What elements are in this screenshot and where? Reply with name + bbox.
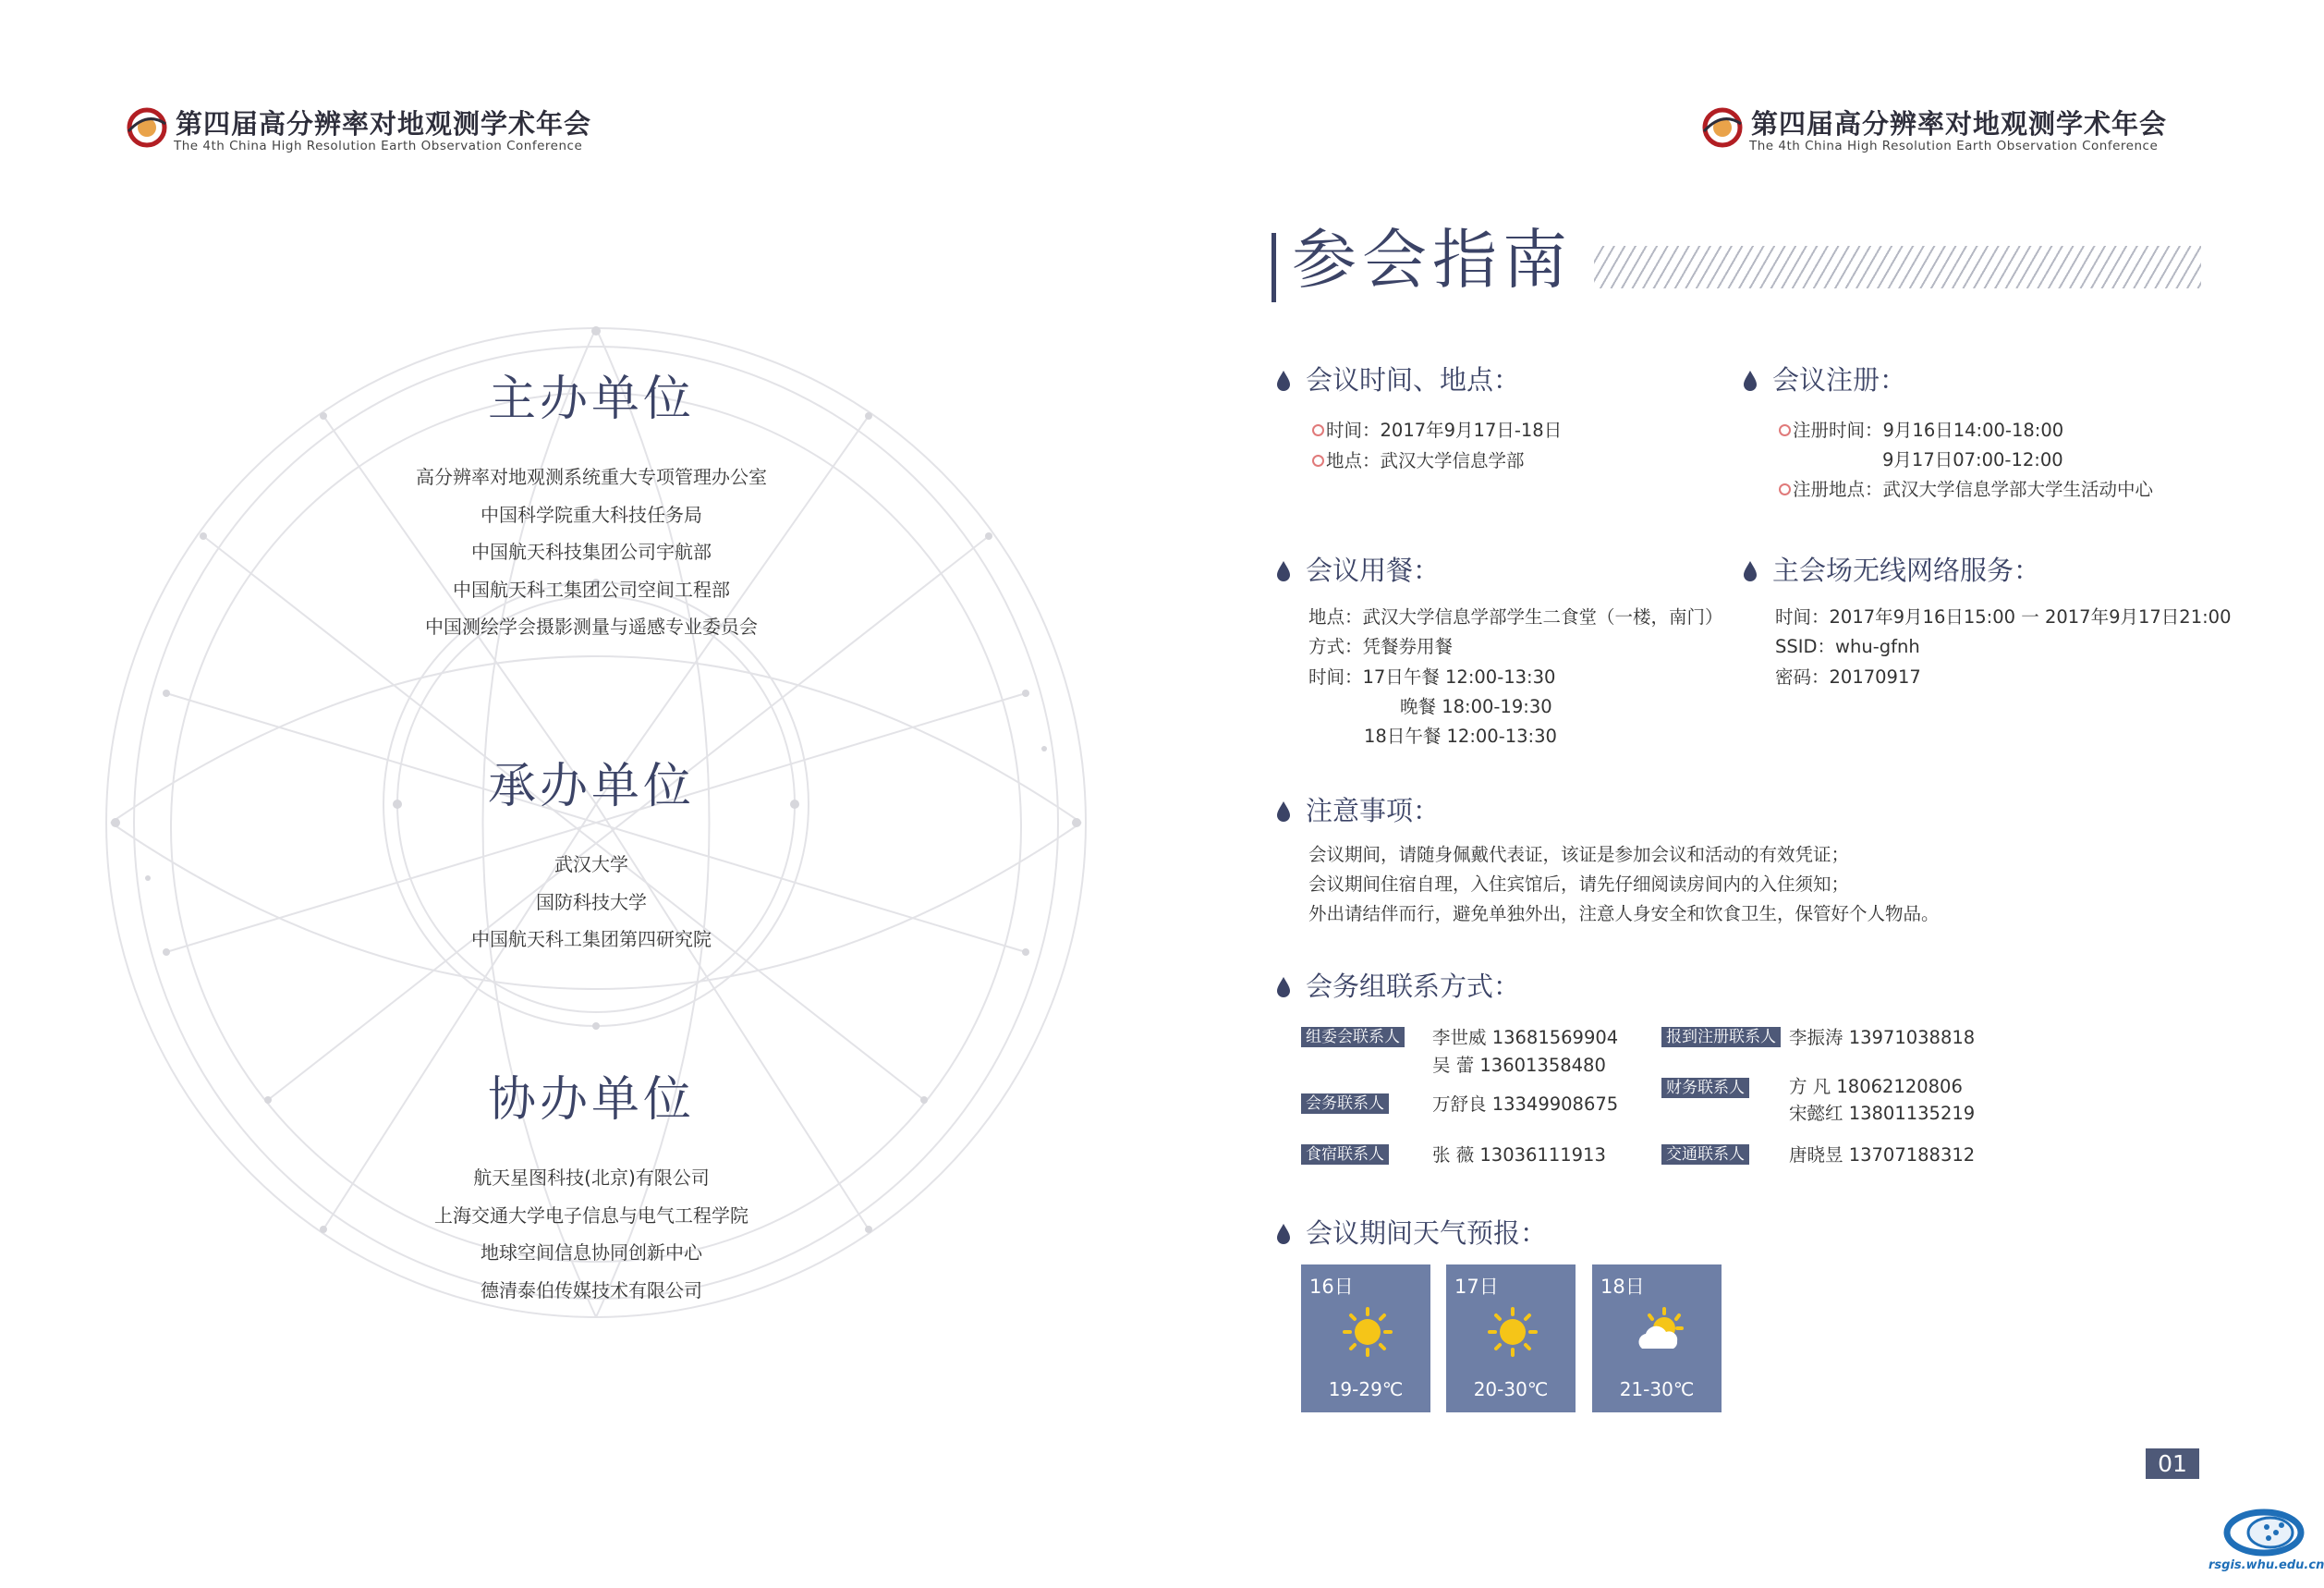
registration-section bbox=[1742, 364, 2222, 503]
contact-line: 宋懿红 13801135219 bbox=[1789, 1103, 1976, 1124]
note-line: 会议期间，请随身佩戴代表证，该证是参加会议和活动的有效凭证； bbox=[1308, 844, 1850, 865]
weather-temp: 19-29℃ bbox=[1328, 1378, 1404, 1400]
contact-line: 李世威 13681569904 bbox=[1432, 1027, 1619, 1048]
conference-title-en: The 4th China High Resolution Earth Observation Conference bbox=[174, 139, 583, 153]
wifi-time-line: 时间：2017年9月16日15:00 一 2017年9月17日21:00 bbox=[1775, 606, 2232, 628]
list-item: 国防科技大学 bbox=[536, 890, 647, 913]
place-line: 地点：武汉大学信息学部 bbox=[1312, 452, 1525, 470]
weather-temp: 20-30℃ bbox=[1473, 1378, 1549, 1400]
section-title: 注意事项： bbox=[1306, 795, 1441, 826]
ring-bullet-icon bbox=[1779, 483, 1791, 495]
time-line: 时间：2017年9月17日-18日 bbox=[1312, 421, 1562, 440]
list-item: 中国测绘学会摄影测量与遥感专业委员会 bbox=[425, 616, 758, 638]
list-item: 上海交通大学电子信息与电气工程学院 bbox=[434, 1203, 748, 1227]
ring-bullet-icon bbox=[1779, 424, 1791, 436]
weather-section bbox=[1275, 1217, 1737, 1254]
section-title: 会议时间、地点： bbox=[1306, 364, 1521, 396]
weather-card bbox=[1301, 1264, 1430, 1412]
weather-card bbox=[1592, 1264, 1722, 1412]
note-line: 外出请结伴而行，避免单独外出，注意人身安全和饮食卫生，保管好个人物品。 bbox=[1308, 903, 1940, 924]
co-organizer-units bbox=[351, 1072, 832, 1309]
contact-line: 方 凡 18062120806 bbox=[1789, 1076, 1963, 1097]
host-units bbox=[351, 372, 832, 646]
list-item: 高分辨率对地观测系统重大专项管理办公室 bbox=[416, 466, 767, 488]
list-item: 航天星图科技(北京)有限公司 bbox=[473, 1167, 710, 1189]
list-item: 武汉大学 bbox=[554, 853, 628, 875]
page-number: 01 bbox=[2146, 1448, 2199, 1479]
section-title: 会议注册： bbox=[1772, 364, 1907, 396]
droplet-bullet-icon bbox=[1275, 800, 1292, 823]
section-title: 会议期间天气预报： bbox=[1306, 1217, 1548, 1249]
list-item: 德清泰伯传媒技术有限公司 bbox=[481, 1278, 702, 1301]
lodging-contact-tag: 食宿联系人 bbox=[1301, 1144, 1389, 1165]
droplet-bullet-icon bbox=[1275, 370, 1292, 392]
watermark-url: rsgis.whu.edu.cn bbox=[2208, 1558, 2324, 1572]
registration-contact-tag: 报到注册联系人 bbox=[1661, 1027, 1781, 1047]
section-title: 主会场无线网络服务： bbox=[1772, 555, 2041, 586]
co-organizer-units-title: 协办单位 bbox=[487, 1072, 695, 1128]
droplet-bullet-icon bbox=[1275, 1223, 1292, 1245]
title-hatch-decoration bbox=[1594, 246, 2201, 288]
contacts-section bbox=[1275, 971, 2199, 1183]
droplet-bullet-icon bbox=[1742, 370, 1758, 392]
list-item: 中国航天科工集团第四研究院 bbox=[471, 928, 712, 950]
ring-bullet-icon bbox=[1312, 455, 1324, 467]
page-title: 参会指南 bbox=[1292, 222, 1573, 298]
committee-contact-tag: 组委会联系人 bbox=[1301, 1027, 1405, 1047]
registration-time-line-2: 9月17日07:00-12:00 bbox=[1882, 449, 2063, 470]
dining-time-line: 晚餐 18:00-19:30 bbox=[1400, 696, 1552, 717]
dining-section bbox=[1275, 555, 1723, 758]
wifi-section bbox=[1742, 555, 2232, 693]
droplet-bullet-icon bbox=[1742, 560, 1758, 582]
weather-temp: 21-30℃ bbox=[1619, 1378, 1695, 1400]
title-accent-bar bbox=[1272, 233, 1276, 302]
contact-line: 张 薇 13036111913 bbox=[1432, 1144, 1606, 1166]
list-item: 中国科学院重大科技任务局 bbox=[481, 503, 702, 526]
host-units-title: 主办单位 bbox=[487, 372, 695, 427]
contact-line: 吴 蕾 13601358480 bbox=[1432, 1055, 1606, 1076]
ring-bullet-icon bbox=[1312, 424, 1324, 436]
list-item: 中国航天科技集团公司宇航部 bbox=[471, 541, 712, 563]
dining-time-line: 时间：17日午餐 12:00-13:30 bbox=[1308, 666, 1556, 688]
registration-place-line: 注册地点：武汉大学信息学部大学生活动中心 bbox=[1779, 481, 2153, 499]
contact-line: 李振涛 13971038818 bbox=[1789, 1027, 1976, 1048]
dining-method-line: 方式：凭餐券用餐 bbox=[1308, 636, 1454, 657]
contact-line: 万舒良 13349908675 bbox=[1432, 1093, 1619, 1115]
list-item: 中国航天科工集团公司空间工程部 bbox=[453, 578, 730, 601]
droplet-bullet-icon bbox=[1275, 560, 1292, 582]
affairs-contact-tag: 会务联系人 bbox=[1301, 1093, 1389, 1114]
contact-line: 唐晓昱 13707188312 bbox=[1789, 1144, 1976, 1166]
notes-section bbox=[1275, 795, 2199, 924]
droplet-bullet-icon bbox=[1275, 976, 1292, 998]
registration-time-line: 注册时间：9月16日14:00-18:00 bbox=[1779, 421, 2063, 440]
sunny-icon bbox=[1342, 1306, 1393, 1358]
organizer-units-title: 承办单位 bbox=[487, 759, 695, 814]
organizer-units bbox=[351, 759, 832, 959]
weather-day: 16日 bbox=[1309, 1276, 1354, 1298]
dining-place-line: 地点：武汉大学信息学部学生二食堂（一楼，南门） bbox=[1308, 606, 1723, 628]
section-title: 会务组联系方式： bbox=[1306, 971, 1521, 1002]
finance-contact-tag: 财务联系人 bbox=[1661, 1078, 1749, 1098]
weather-day: 17日 bbox=[1454, 1276, 1499, 1298]
section-title: 会议用餐： bbox=[1306, 555, 1441, 586]
list-item: 地球空间信息协同创新中心 bbox=[481, 1241, 702, 1264]
wifi-password-line: 密码：20170917 bbox=[1775, 666, 1921, 688]
conference-logo-icon bbox=[1700, 107, 1745, 148]
conference-title-cn: 第四届高分辨率对地观测学术年会 bbox=[176, 108, 592, 140]
wifi-ssid-line: SSID：whu-gfnh bbox=[1775, 636, 1920, 657]
conference-title-en: The 4th China High Resolution Earth Observation Conference bbox=[1749, 139, 2159, 153]
conference-logo-icon bbox=[125, 107, 169, 148]
note-line: 会议期间住宿自理，入住宾馆后，请先仔细阅读房间内的入住须知； bbox=[1308, 873, 1850, 895]
weather-card bbox=[1446, 1264, 1576, 1412]
weather-day: 18日 bbox=[1600, 1276, 1645, 1298]
sunny-icon bbox=[1487, 1306, 1539, 1358]
dining-time-line: 18日午餐 12:00-13:30 bbox=[1364, 726, 1557, 747]
transport-contact-tag: 交通联系人 bbox=[1661, 1144, 1749, 1165]
conference-title-cn: 第四届高分辨率对地观测学术年会 bbox=[1751, 108, 2168, 140]
time-place-section bbox=[1275, 364, 1719, 475]
partly-cloudy-icon bbox=[1633, 1306, 1685, 1358]
